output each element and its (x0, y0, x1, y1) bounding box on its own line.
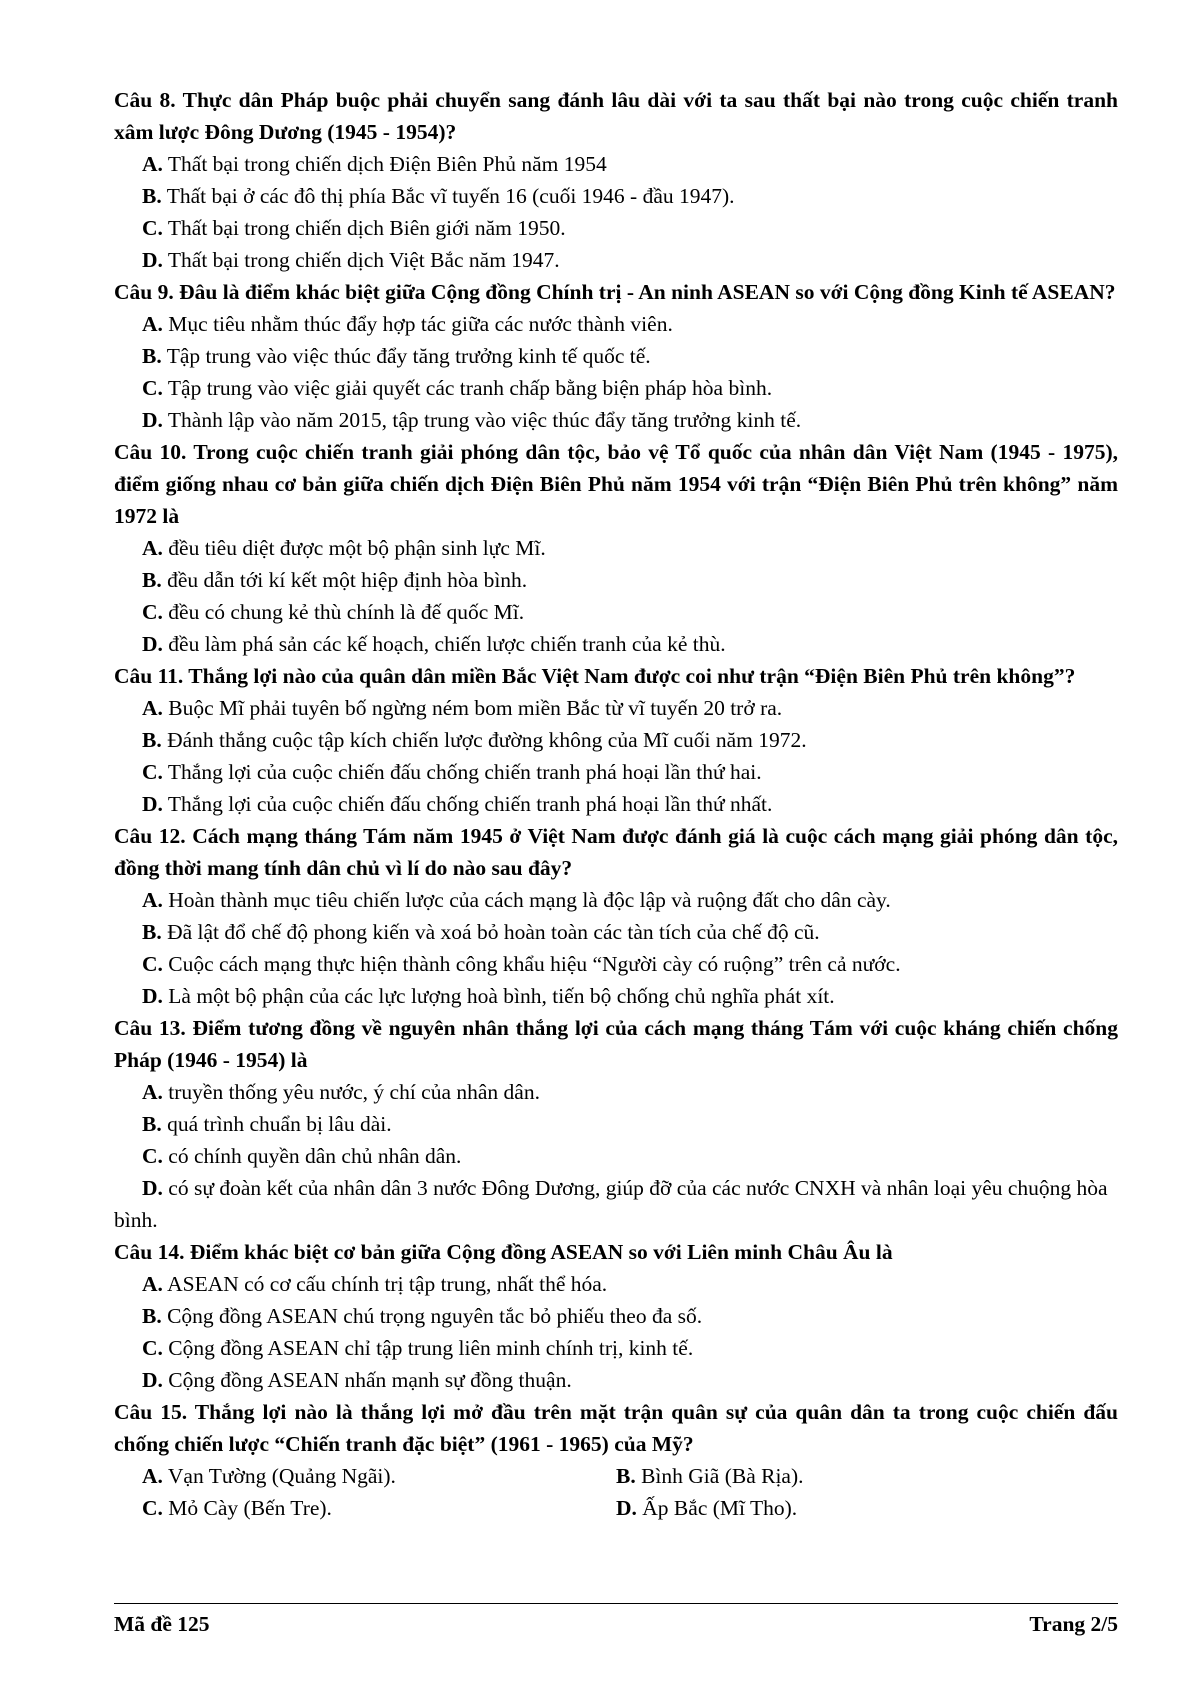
option-text: Cộng đồng ASEAN nhấn mạnh sự đồng thuận. (162, 1368, 572, 1392)
option-text: Thất bại trong chiến dịch Biên giới năm 1950. (162, 216, 566, 240)
question-15 (114, 1396, 1118, 1524)
option-text: Tập trung vào việc giải quyết các tranh chấp bằng biện pháp hòa bình. (162, 376, 773, 400)
question-title: Câu 12. Cách mạng tháng Tám năm 1945 ở Việt Nam được đánh giá là cuộc cách mạng giải phóng dân tộc, đồng thời mang tính dân chủ vì lí do nào sau đây? (114, 824, 1118, 880)
option-text: Bình Giã (Bà Rịa). (635, 1464, 804, 1488)
option-text: Thành lập vào năm 2015, tập trung vào việc thúc đẩy tăng trưởng kinh tế. (162, 408, 802, 432)
option-letter: D. (142, 632, 163, 656)
option-letter: A. (142, 536, 163, 560)
option-text: có chính quyền dân chủ nhân dân. (162, 1144, 462, 1168)
option-d (114, 1172, 1118, 1236)
option-b (114, 564, 1118, 596)
option-letter: C. (142, 600, 163, 624)
option-row (114, 1492, 1118, 1524)
option-text: đều dẫn tới kí kết một hiệp định hòa bình. (161, 568, 528, 592)
option-letter: B. (142, 920, 162, 944)
option-letter: B. (142, 728, 162, 752)
question-12 (114, 820, 1118, 1012)
option-b (114, 916, 1118, 948)
page-footer (114, 1609, 1118, 1639)
option-b (114, 724, 1118, 756)
option-text: Thất bại trong chiến dịch Điện Biên Phủ năm 1954 (162, 152, 607, 176)
question-list (114, 84, 1118, 1524)
option-a (114, 884, 1118, 916)
option-row (114, 1460, 1118, 1492)
option-d (114, 980, 1118, 1012)
question-9 (114, 276, 1118, 436)
option-letter: D. (142, 1368, 163, 1392)
option-letter: B. (616, 1464, 636, 1488)
option-letter: A. (142, 312, 163, 336)
question-13 (114, 1012, 1118, 1236)
option-text: có sự đoàn kết của nhân dân 3 nước Đông Dương, giúp đỡ của các nước CNXH và nhân loại yêu chuộng hòa bình. (114, 1176, 1108, 1232)
option-text: Thất bại trong chiến dịch Việt Bắc năm 1947. (162, 248, 560, 272)
option-letter: A. (142, 696, 163, 720)
option-text: đều tiêu diệt được một bộ phận sinh lực Mĩ. (162, 536, 546, 560)
option-text: Thắng lợi của cuộc chiến đấu chống chiến tranh phá hoại lần thứ hai. (162, 760, 762, 784)
option-d (114, 1364, 1118, 1396)
option-b (114, 180, 1118, 212)
option-letter: B. (142, 568, 162, 592)
question-title: Câu 15. Thắng lợi nào là thắng lợi mở đầu trên mặt trận quân sự của quân dân ta trong cuộc chiến đấu chống chiến lược “Chiến tranh đặc biệt” (1961 - 1965) của Mỹ? (114, 1400, 1118, 1456)
option-letter: A. (142, 1080, 163, 1104)
option-a (114, 308, 1118, 340)
option-letter: B. (142, 1112, 162, 1136)
option-text: Buộc Mĩ phải tuyên bố ngừng ném bom miền Bắc từ vĩ tuyến 20 trở ra. (162, 696, 783, 720)
option-letter: C. (142, 216, 163, 240)
question-11 (114, 660, 1118, 820)
question-14 (114, 1236, 1118, 1396)
option-letter: D. (616, 1496, 637, 1520)
option-c (114, 1492, 616, 1524)
option-a (114, 1076, 1118, 1108)
option-text: đều có chung kẻ thù chính là đế quốc Mĩ. (162, 600, 525, 624)
option-b (114, 340, 1118, 372)
option-a (114, 692, 1118, 724)
option-c (114, 596, 1118, 628)
option-letter: D. (142, 408, 163, 432)
option-text: Đánh thắng cuộc tập kích chiến lược đường không của Mĩ cuối năm 1972. (161, 728, 807, 752)
option-text: Hoàn thành mục tiêu chiến lược của cách mạng là độc lập và ruộng đất cho dân cày. (162, 888, 891, 912)
option-a (114, 1268, 1118, 1300)
option-text: Tập trung vào việc thúc đẩy tăng trưởng kinh tế quốc tế. (161, 344, 651, 368)
option-b (616, 1460, 1118, 1492)
option-d (114, 788, 1118, 820)
option-d (616, 1492, 1118, 1524)
option-letter: A. (142, 1272, 163, 1296)
question-title: Câu 14. Điểm khác biệt cơ bản giữa Cộng đồng ASEAN so với Liên minh Châu Âu là (114, 1240, 893, 1264)
option-text: Cộng đồng ASEAN chú trọng nguyên tắc bỏ phiếu theo đa số. (161, 1304, 703, 1328)
question-title: Câu 9. Đâu là điểm khác biệt giữa Cộng đồng Chính trị - An ninh ASEAN so với Cộng đồng Kinh tế ASEAN? (114, 280, 1116, 304)
option-letter: C. (142, 376, 163, 400)
option-letter: C. (142, 1336, 163, 1360)
page-number: Trang 2/5 (1029, 1612, 1118, 1636)
option-letter: A. (142, 152, 163, 176)
option-text: Ấp Bắc (Mĩ Tho). (636, 1496, 798, 1520)
option-a (114, 148, 1118, 180)
option-text: Là một bộ phận của các lực lượng hoà bình, tiến bộ chống chủ nghĩa phát xít. (162, 984, 835, 1008)
option-letter: B. (142, 1304, 162, 1328)
option-letter: D. (142, 1176, 163, 1200)
option-b (114, 1300, 1118, 1332)
option-letter: D. (142, 792, 163, 816)
option-letter: C. (142, 760, 163, 784)
option-a (114, 1460, 616, 1492)
question-title: Câu 11. Thắng lợi nào của quân dân miền Bắc Việt Nam được coi như trận “Điện Biên Phủ trên không”? (114, 664, 1076, 688)
option-letter: C. (142, 1144, 163, 1168)
option-b (114, 1108, 1118, 1140)
question-8 (114, 84, 1118, 276)
option-letter: A. (142, 1464, 163, 1488)
exam-code: Mã đề 125 (114, 1612, 210, 1636)
option-letter: A. (142, 888, 163, 912)
option-text: đều làm phá sản các kế hoạch, chiến lược chiến tranh của kẻ thù. (162, 632, 726, 656)
option-d (114, 628, 1118, 660)
question-title: Câu 8. Thực dân Pháp buộc phải chuyển sang đánh lâu dài với ta sau thất bại nào trong cuộc chiến tranh xâm lược Đông Dương (1945 - 1954)? (114, 88, 1118, 144)
option-letter: B. (142, 344, 162, 368)
option-text: quá trình chuẩn bị lâu dài. (161, 1112, 392, 1136)
footer-divider (114, 1603, 1118, 1604)
option-letter: B. (142, 184, 162, 208)
option-text: Vạn Tường (Quảng Ngãi). (162, 1464, 396, 1488)
option-letter: C. (142, 952, 163, 976)
option-text: Cuộc cách mạng thực hiện thành công khẩu hiệu “Người cày có ruộng” trên cả nước. (162, 952, 901, 976)
option-c (114, 212, 1118, 244)
option-text: Thất bại ở các đô thị phía Bắc vĩ tuyến 16 (cuối 1946 - đầu 1947). (161, 184, 735, 208)
option-text: Đã lật đổ chế độ phong kiến và xoá bỏ hoàn toàn các tàn tích của chế độ cũ. (161, 920, 820, 944)
question-10 (114, 436, 1118, 660)
option-c (114, 1140, 1118, 1172)
option-d (114, 404, 1118, 436)
option-c (114, 756, 1118, 788)
option-text: Cộng đồng ASEAN chỉ tập trung liên minh chính trị, kinh tế. (162, 1336, 694, 1360)
option-letter: C. (142, 1496, 163, 1520)
option-text: Thắng lợi của cuộc chiến đấu chống chiến tranh phá hoại lần thứ nhất. (162, 792, 773, 816)
question-title: Câu 10. Trong cuộc chiến tranh giải phóng dân tộc, bảo vệ Tổ quốc của nhân dân Việt Nam (1945 - 1975), điểm giống nhau cơ bản giữa chiến dịch Điện Biên Phủ năm 1954 với trận “Điện Biên Phủ trên không” năm 1972 là (114, 440, 1118, 528)
option-text: Mỏ Cày (Bến Tre). (162, 1496, 332, 1520)
option-d (114, 244, 1118, 276)
option-c (114, 948, 1118, 980)
option-text: truyền thống yêu nước, ý chí của nhân dân. (162, 1080, 540, 1104)
option-c (114, 1332, 1118, 1364)
option-a (114, 532, 1118, 564)
option-text: ASEAN có cơ cấu chính trị tập trung, nhất thể hóa. (162, 1272, 608, 1296)
option-letter: D. (142, 984, 163, 1008)
option-letter: D. (142, 248, 163, 272)
option-c (114, 372, 1118, 404)
option-text: Mục tiêu nhằm thúc đẩy hợp tác giữa các nước thành viên. (162, 312, 673, 336)
question-title: Câu 13. Điểm tương đồng về nguyên nhân thắng lợi của cách mạng tháng Tám với cuộc kháng chiến chống Pháp (1946 - 1954) là (114, 1016, 1118, 1072)
